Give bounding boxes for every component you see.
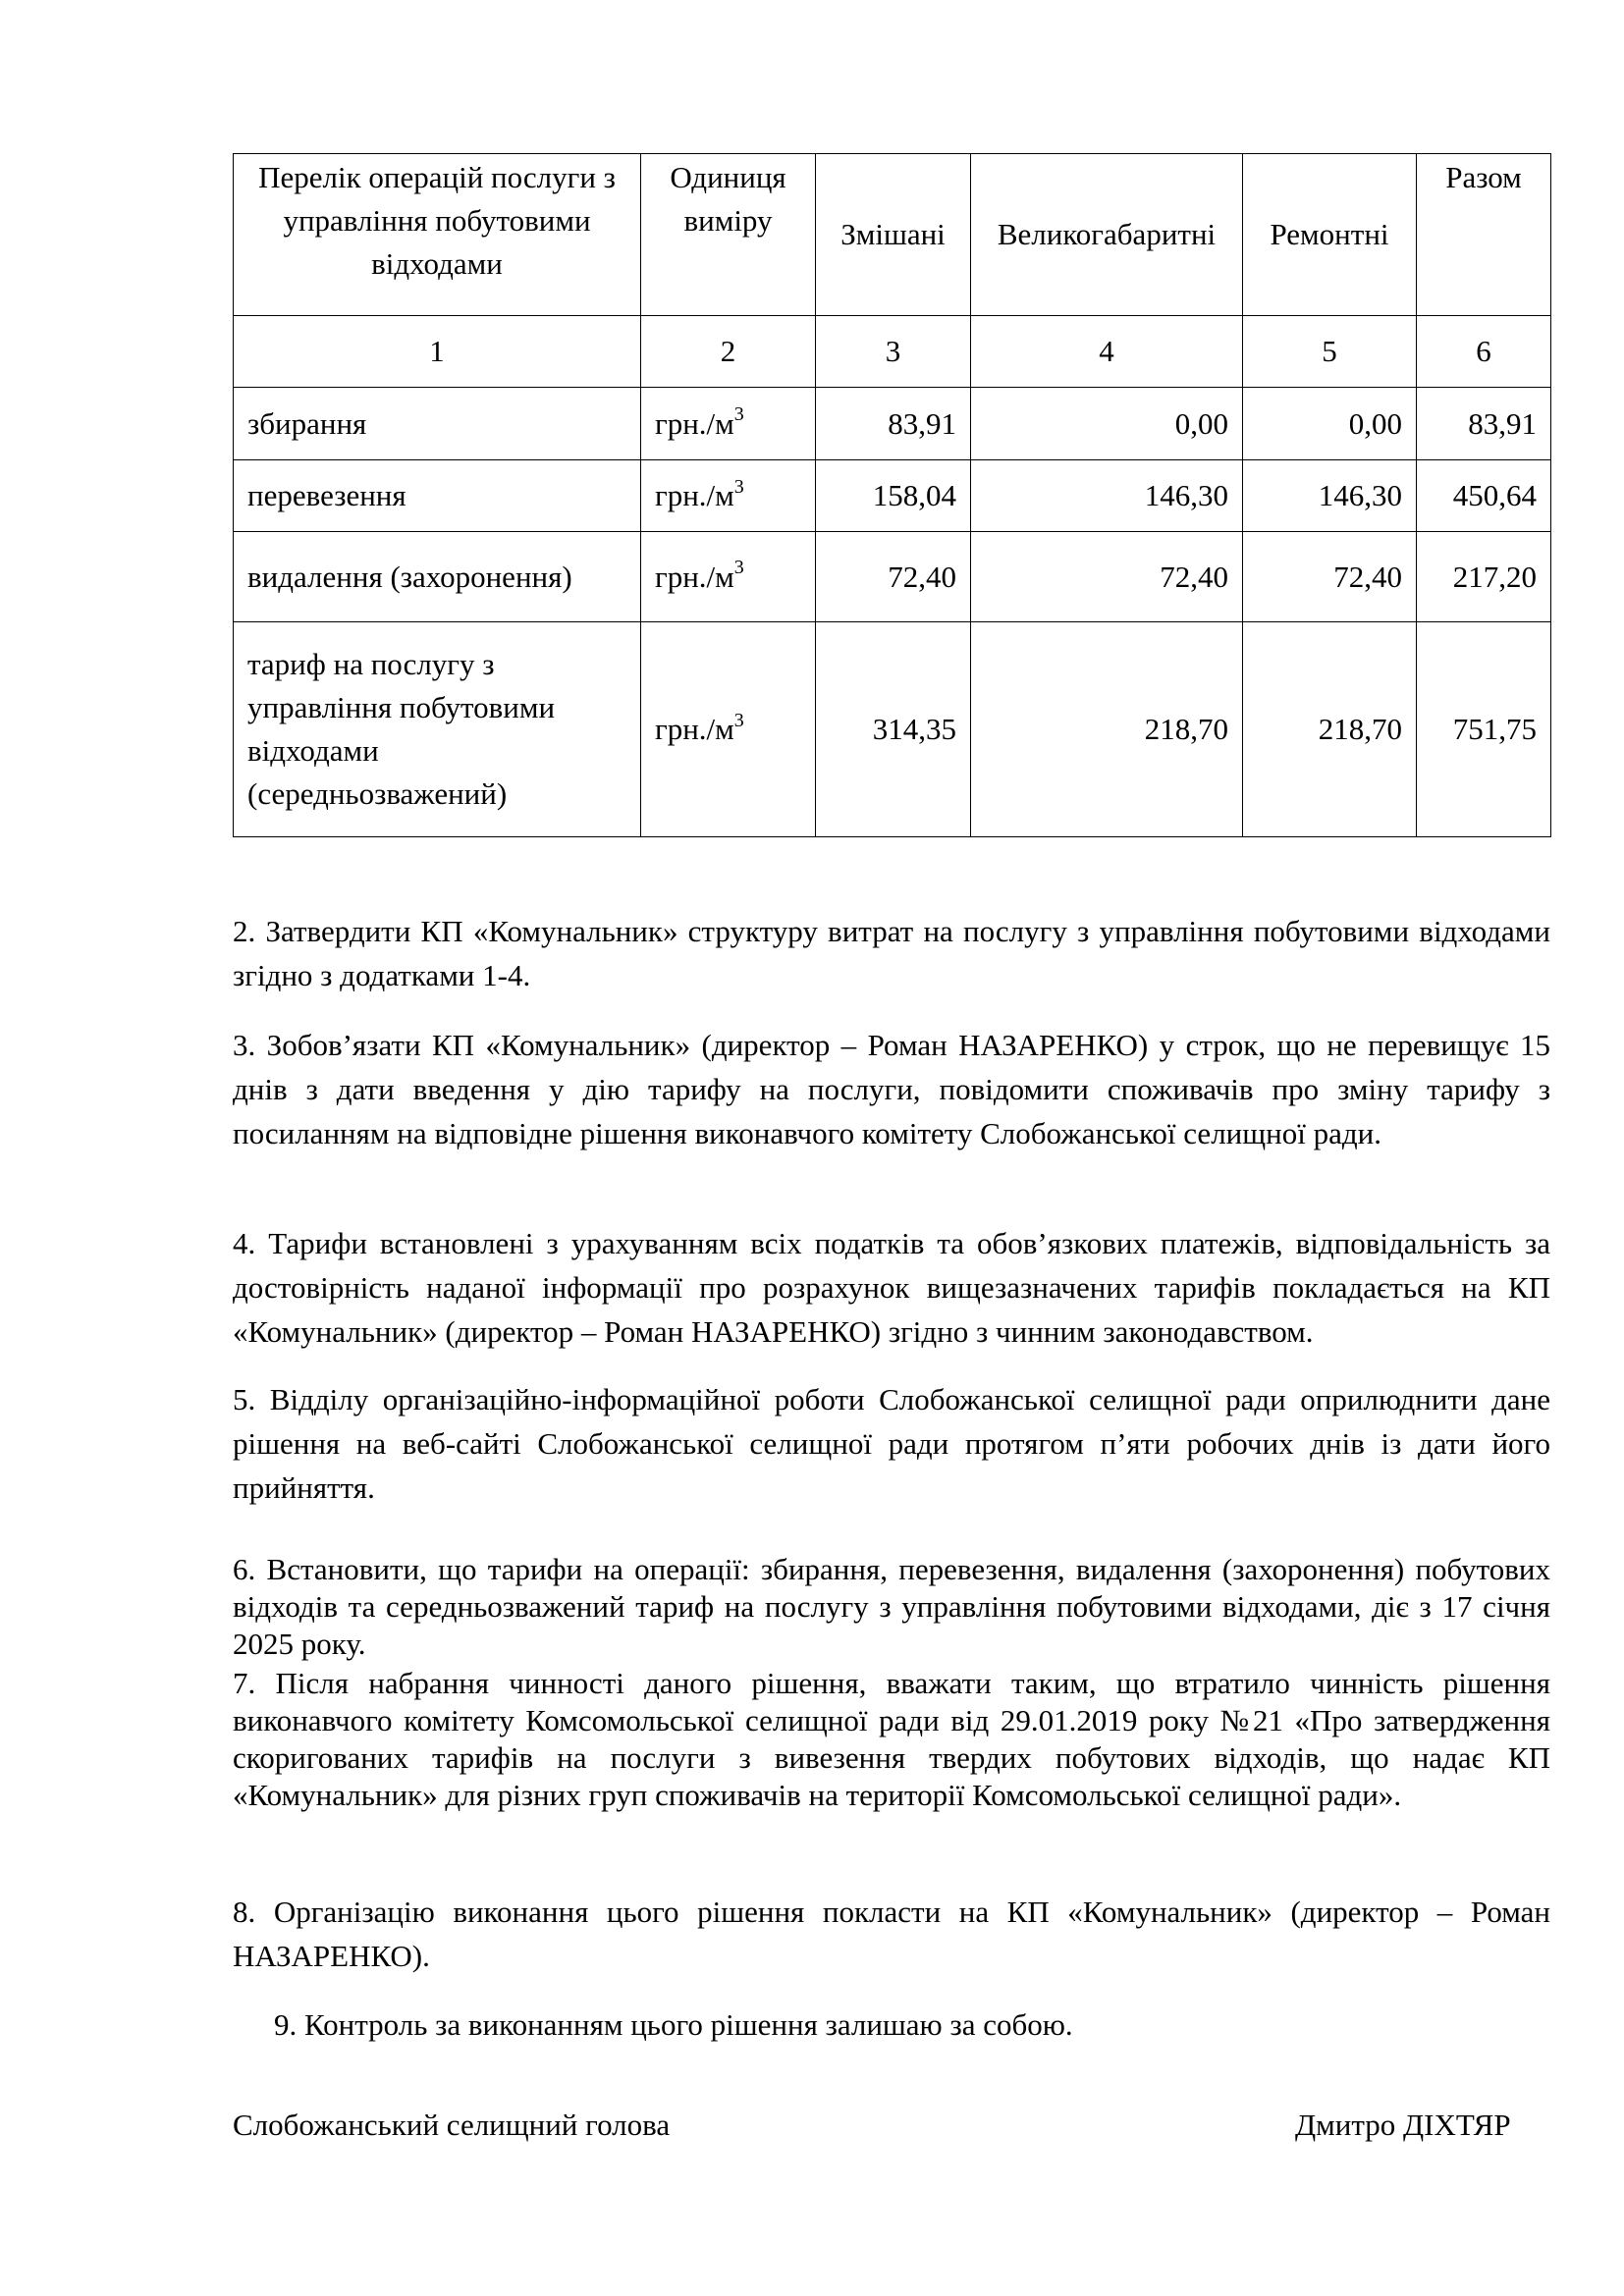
bulky-cell: 72,40 [971, 532, 1243, 622]
paragraph-5: 5. Відділу організаційно-інформаційної роботи Слобожанської селищної ради оприлюднити дане рішення на веб-сайті Слобожанської селищної ради протягом п’яти робочих днів із дати його прийняття. [233, 1382, 1550, 1505]
mixed-cell: 72,40 [816, 532, 971, 622]
mixed-cell: 314,35 [816, 622, 971, 837]
header-bulky: Великогабаритні [971, 154, 1243, 316]
repair-cell: 0,00 [1243, 388, 1417, 460]
operation-cell: перевезення [234, 460, 641, 532]
column-number: 3 [816, 316, 971, 388]
operation-cell: тариф на послугу з управління побутовими відходами (середньозважений) [234, 622, 641, 837]
bulky-cell: 0,00 [971, 388, 1243, 460]
unit-cell: $грн./м^3$ [641, 622, 816, 837]
header-repair: Ремонтні [1243, 154, 1417, 316]
repair-cell: 146,30 [1243, 460, 1417, 532]
table-row [234, 460, 1551, 532]
paragraph-6: 6. Встановити, що тарифи на операції: збирання, перевезення, видалення (захоронення) побутових відходів та середньозважений тариф на послугу з управління побутовими відходами, діє з 17 січня 2025 року. [233, 1552, 1550, 1661]
header-operations: Перелік операцій послуги з управління побутовими відходами [234, 154, 641, 316]
unit-cell: $грн./м^3$ [641, 388, 816, 460]
signature-name: Дмитро ДІХТЯР [1295, 2108, 1511, 2142]
paragraph-8: 8. Організацію виконання цього рішення покласти на КП «Комунальник» (директор – Роман НАЗАРЕНКО). [233, 1895, 1550, 1973]
total-cell: 450,64 [1417, 460, 1551, 532]
header-unit: Одиниця виміру [641, 154, 816, 316]
column-number: 2 [641, 316, 816, 388]
paragraph-4: 4. Тарифи встановлені з урахуванням всіх податків та обов’язкових платежів, відповідальність за достовірність наданої інформації про розрахунок вищезазначених тарифів покладається на КП «Комунальник» (директор – Роман НАЗАРЕНКО) згідно з чинним законодавством. [233, 1226, 1550, 1349]
operation-cell: видалення (захоронення) [234, 532, 641, 622]
unit-cell: $грн./м^3$ [641, 460, 816, 532]
signature-position: Слобожанський селищний голова [233, 2108, 671, 2142]
paragraph-3: 3. Зобов’язати КП «Комунальник» (директор – Роман НАЗАРЕНКО) у строк, що не перевищує 15 днів з дати введення у дію тарифу на послуги, повідомити споживачів про зміну тарифу з посиланням на відповідне рішення виконавчого комітету Слобожанської селищної ради. [233, 1028, 1550, 1150]
paragraph-7: 7. Після набрання чинності даного рішення, вважати таким, що втратило чинність рішення виконавчого комітету Комсомольської селищної ради від 29.01.2019 року №21 «Про затвердження скоригованих тарифів на послуги з вивезення твердих побутових відходів, що надає КП «Комунальник» для різних груп споживачів на території Комсомольської селищної ради». [233, 1666, 1550, 1812]
tariff-table [233, 153, 1551, 837]
repair-cell: 218,70 [1243, 622, 1417, 837]
total-cell: 751,75 [1417, 622, 1551, 837]
bulky-cell: 218,70 [971, 622, 1243, 837]
repair-cell: 72,40 [1243, 532, 1417, 622]
column-number: 5 [1243, 316, 1417, 388]
column-number: 4 [971, 316, 1243, 388]
total-cell: 217,20 [1417, 532, 1551, 622]
column-number: 6 [1417, 316, 1551, 388]
unit-cell: $грн./м^3$ [641, 532, 816, 622]
column-number: 1 [234, 316, 641, 388]
total-cell: 83,91 [1417, 388, 1551, 460]
operation-cell: збирання [234, 388, 641, 460]
header-mixed: Змішані [816, 154, 971, 316]
header-total: Разом [1417, 154, 1551, 316]
column-number-row [234, 316, 1551, 388]
table-row [234, 532, 1551, 622]
paragraph-2: 2. Затвердити КП «Комунальник» структуру витрат на послугу з управління побутовими відходами згідно з додатками 1-4. [233, 914, 1550, 992]
table-row [234, 388, 1551, 460]
table-header-row [234, 154, 1551, 316]
mixed-cell: 83,91 [816, 388, 971, 460]
bulky-cell: 146,30 [971, 460, 1243, 532]
mixed-cell: 158,04 [816, 460, 971, 532]
paragraph-9: 9. Контроль за виконанням цього рішення залишаю за собою. [274, 2007, 1073, 2042]
table-row [234, 622, 1551, 837]
